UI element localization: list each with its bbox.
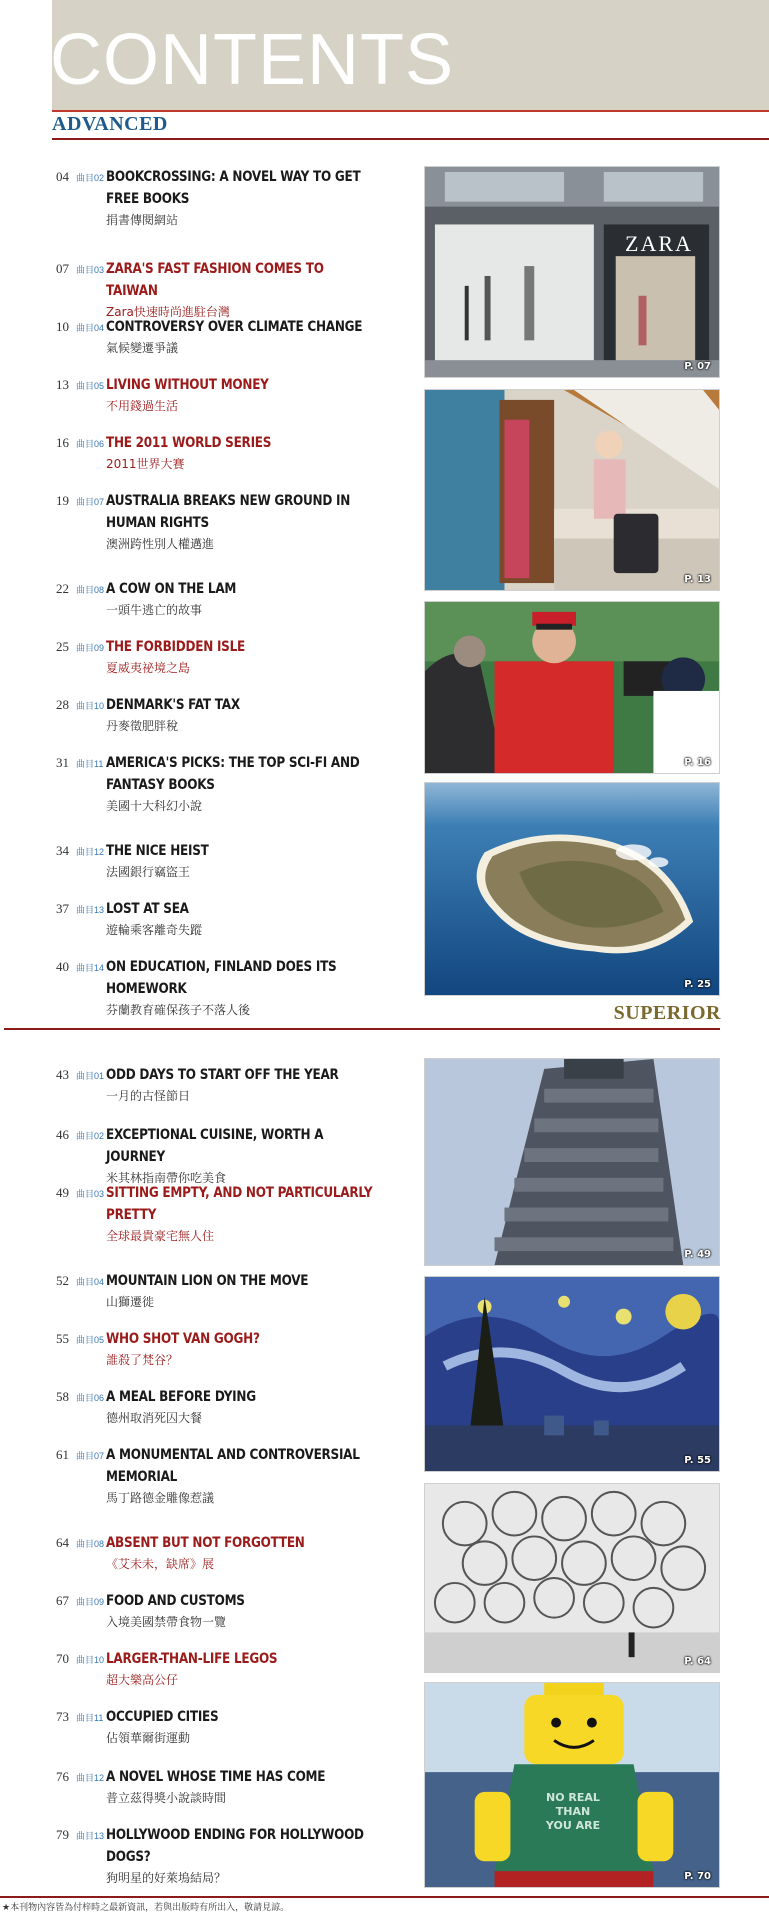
- toc-entry[interactable]: [56, 1328, 416, 1370]
- toc-entry[interactable]: [56, 1064, 416, 1106]
- article-title: SITTING EMPTY, AND NOT PARTICULARLY PRETTY: [106, 1185, 373, 1223]
- page-tag: P. 49: [684, 1249, 711, 1260]
- article-subtitle: 《艾未未，缺席》展: [106, 1557, 215, 1571]
- article-subtitle: 馬丁路德金雕像惹議: [106, 1491, 215, 1505]
- toc-entry-heading: [56, 316, 416, 338]
- article-title: THE 2011 WORLD SERIES: [106, 435, 272, 451]
- toc-entry[interactable]: [56, 578, 416, 620]
- toc-entry-heading: [56, 752, 416, 796]
- toc-entry[interactable]: [56, 1648, 416, 1690]
- article-subtitle: Zara快速時尚進駐台灣: [106, 305, 230, 319]
- toc-entry-heading: [56, 898, 416, 920]
- track-number: 曲目09: [76, 1597, 105, 1607]
- track-number: 曲目06: [76, 439, 105, 449]
- toc-entry-heading: [56, 1648, 416, 1670]
- toc-entry[interactable]: [56, 374, 416, 416]
- track-number: 曲目06: [76, 1393, 105, 1403]
- toc-entry[interactable]: [56, 1590, 416, 1632]
- toc-entry-heading: [56, 1124, 416, 1168]
- toc-entry-heading: [56, 1444, 416, 1488]
- track-number: 曲目02: [76, 173, 105, 183]
- article-title: ON EDUCATION, FINLAND DOES ITS HOMEWORK: [106, 959, 337, 997]
- footer-divider: [0, 1896, 769, 1898]
- article-title: LARGER-THAN-LIFE LEGOS: [106, 1651, 278, 1667]
- page-number: 04: [56, 169, 69, 184]
- toc-entry[interactable]: [56, 166, 416, 230]
- page-number: 52: [56, 1273, 69, 1288]
- article-title: ZARA'S FAST FASHION COMES TO TAIWAN: [106, 261, 324, 299]
- article-title: OCCUPIED CITIES: [106, 1709, 219, 1725]
- article-title: FOOD AND CUSTOMS: [106, 1593, 245, 1609]
- header-divider: [52, 110, 769, 112]
- photo-zara-store: [424, 166, 720, 378]
- article-title: EXCEPTIONAL CUISINE, WORTH A JOURNEY: [106, 1127, 324, 1165]
- article-subtitle: 一頭牛逃亡的故事: [106, 603, 203, 617]
- page-number: 25: [56, 639, 69, 654]
- article-title: BOOKCROSSING: A NOVEL WAY TO GET FREE BOOKS: [106, 169, 361, 207]
- toc-entry-heading: [56, 1532, 416, 1554]
- toc-entry[interactable]: [56, 1706, 416, 1748]
- toc-entry-heading: [56, 374, 416, 396]
- toc-entry[interactable]: [56, 636, 416, 678]
- article-title: HOLLYWOOD ENDING FOR HOLLYWOOD DOGS?: [106, 1827, 364, 1865]
- page-number: 70: [56, 1651, 69, 1666]
- page-number: 43: [56, 1067, 69, 1082]
- toc-entry-heading: [56, 1706, 416, 1728]
- lego-shirt-line: THAN: [555, 1805, 591, 1818]
- lego-shirt-line: YOU ARE: [545, 1819, 601, 1832]
- article-subtitle: 遊輪乘客離奇失蹤: [106, 923, 203, 937]
- toc-entry-heading: [56, 490, 416, 534]
- article-subtitle: 佔領華爾街運動: [106, 1731, 191, 1745]
- superior-divider: [4, 1028, 720, 1030]
- photo-van-gogh: [424, 1276, 720, 1472]
- article-subtitle: 美國十大科幻小說: [106, 799, 203, 813]
- article-title: LOST AT SEA: [106, 901, 189, 917]
- track-number: 曲目02: [76, 1131, 105, 1141]
- page-title: CONTENTS: [50, 20, 454, 100]
- footer-note: ★本刊物內容皆為付梓時之最新資訊，若與出版時有所出入，敬請見諒。: [2, 1903, 290, 1913]
- page-number: 34: [56, 843, 69, 858]
- track-number: 曲目12: [76, 1773, 105, 1783]
- article-subtitle: 狗明星的好萊塢結局？: [106, 1871, 227, 1885]
- article-title: THE NICE HEIST: [106, 843, 209, 859]
- toc-entry-heading: [56, 258, 416, 302]
- track-number: 曲目07: [76, 497, 105, 507]
- page-tag: P. 55: [684, 1455, 711, 1466]
- article-subtitle: 米其林指南帶你吃美食: [106, 1171, 227, 1185]
- photo-forbidden-isle: [424, 782, 720, 996]
- article-title: LIVING WITHOUT MONEY: [106, 377, 269, 393]
- toc-entry-heading: [56, 840, 416, 862]
- toc-entry[interactable]: [56, 1532, 416, 1574]
- toc-entry[interactable]: [56, 1182, 416, 1246]
- article-title: THE FORBIDDEN ISLE: [106, 639, 245, 655]
- article-subtitle: 全球最貴豪宅無人住: [106, 1229, 215, 1243]
- toc-entry[interactable]: [56, 1386, 416, 1428]
- track-number: 曲目07: [76, 1451, 105, 1461]
- toc-entry[interactable]: [56, 694, 416, 736]
- page-tag: P. 70: [684, 1871, 711, 1882]
- page-number: 64: [56, 1535, 69, 1550]
- article-subtitle: 超大樂高公仔: [106, 1673, 179, 1687]
- toc-entry-heading: [56, 1766, 416, 1788]
- page-number: 55: [56, 1331, 69, 1346]
- toc-entry-heading: [56, 694, 416, 716]
- page-number: 10: [56, 319, 69, 334]
- photo-lego-giant: [424, 1682, 720, 1888]
- page-number: 28: [56, 697, 69, 712]
- photo-mansion: [424, 1058, 720, 1266]
- page-number: 37: [56, 901, 69, 916]
- photo-living-without-money: [424, 389, 720, 591]
- toc-entry-heading: [56, 1824, 416, 1868]
- zara-sign: ZARA: [625, 231, 693, 256]
- article-subtitle: 澳洲跨性別人權邁進: [106, 537, 215, 551]
- article-subtitle: 德州取消死囚大餐: [106, 1411, 203, 1425]
- page-number: 76: [56, 1769, 69, 1784]
- page-tag: P. 07: [684, 361, 711, 372]
- section-label-superior: SUPERIOR: [613, 1002, 721, 1024]
- track-number: 曲目05: [76, 1335, 105, 1345]
- toc-entry-heading: [56, 956, 416, 1000]
- article-title: WHO SHOT VAN GOGH?: [106, 1331, 260, 1347]
- article-subtitle: 一月的古怪節日: [106, 1089, 191, 1103]
- toc-entry-heading: [56, 166, 416, 210]
- article-title: DENMARK'S FAT TAX: [106, 697, 240, 713]
- toc-entry[interactable]: [56, 1766, 416, 1808]
- toc-entry-heading: [56, 1590, 416, 1612]
- toc-entry[interactable]: [56, 1270, 416, 1312]
- page-number: 67: [56, 1593, 69, 1608]
- article-subtitle: 捐書傳閱網站: [106, 213, 179, 227]
- toc-entry[interactable]: [56, 1124, 416, 1188]
- page-number: 19: [56, 493, 69, 508]
- track-number: 曲目13: [76, 1831, 105, 1841]
- toc-entry[interactable]: [56, 898, 416, 940]
- toc-entry[interactable]: [56, 432, 416, 474]
- page-number: 40: [56, 959, 69, 974]
- track-number: 曲目09: [76, 643, 105, 653]
- article-subtitle: 氣候變遷爭議: [106, 341, 179, 355]
- toc-entry[interactable]: [56, 840, 416, 882]
- page-number: 13: [56, 377, 69, 392]
- toc-entry[interactable]: [56, 752, 416, 816]
- article-subtitle: 入境美國禁帶食物一覽: [106, 1615, 227, 1629]
- article-title: AUSTRALIA BREAKS NEW GROUND IN HUMAN RIGHTS: [106, 493, 351, 531]
- advanced-divider: [52, 138, 769, 140]
- toc-entry-heading: [56, 578, 416, 600]
- track-number: 曲目03: [76, 1189, 105, 1199]
- track-number: 曲目11: [76, 1713, 104, 1723]
- track-number: 曲目10: [76, 1655, 105, 1665]
- article-subtitle: 不用錢過生活: [106, 399, 179, 413]
- page-number: 58: [56, 1389, 69, 1404]
- photo-world-series: [424, 601, 720, 774]
- toc-entry[interactable]: [56, 1444, 416, 1508]
- page-number: 49: [56, 1185, 69, 1200]
- track-number: 曲目14: [76, 963, 105, 973]
- track-number: 曲目12: [76, 847, 105, 857]
- lego-shirt-line: NO REAL: [546, 1791, 600, 1804]
- track-number: 曲目11: [76, 759, 104, 769]
- toc-entry[interactable]: [56, 956, 416, 1020]
- page-tag: P. 13: [684, 574, 711, 585]
- article-subtitle: 普立茲得獎小說談時間: [106, 1791, 227, 1805]
- photo-ai-weiwei-bikes: [424, 1483, 720, 1673]
- article-title: MOUNTAIN LION ON THE MOVE: [106, 1273, 309, 1289]
- lego-shirt-text: [425, 1791, 720, 1833]
- track-number: 曲目01: [76, 1071, 105, 1081]
- article-subtitle: 2011世界大賽: [106, 457, 185, 471]
- toc-entry-heading: [56, 1328, 416, 1350]
- toc-entry[interactable]: [56, 1824, 416, 1888]
- article-subtitle: 夏威夷祕境之島: [106, 661, 191, 675]
- track-number: 曲目03: [76, 265, 105, 275]
- toc-entry-heading: [56, 636, 416, 658]
- article-title: A NOVEL WHOSE TIME HAS COME: [106, 1769, 326, 1785]
- toc-entry[interactable]: [56, 316, 416, 358]
- article-title: A COW ON THE LAM: [106, 581, 237, 597]
- toc-entry[interactable]: [56, 258, 416, 322]
- article-subtitle: 丹麥徵肥胖稅: [106, 719, 179, 733]
- article-subtitle: 誰殺了梵谷？: [106, 1353, 179, 1367]
- page-tag: P. 64: [684, 1656, 711, 1667]
- page-number: 31: [56, 755, 69, 770]
- toc-entry-heading: [56, 432, 416, 454]
- article-title: CONTROVERSY OVER CLIMATE CHANGE: [106, 319, 363, 335]
- toc-entry-heading: [56, 1386, 416, 1408]
- track-number: 曲目08: [76, 585, 105, 595]
- page-number: 79: [56, 1827, 69, 1842]
- page-number: 16: [56, 435, 69, 450]
- page-number: 61: [56, 1447, 69, 1462]
- track-number: 曲目05: [76, 381, 105, 391]
- article-title: A MEAL BEFORE DYING: [106, 1389, 256, 1405]
- page-number: 07: [56, 261, 69, 276]
- page-number: 73: [56, 1709, 69, 1724]
- section-label-advanced: ADVANCED: [52, 113, 168, 135]
- article-title: AMERICA'S PICKS: THE TOP SCI-FI AND FANTASY BOOKS: [106, 755, 360, 793]
- track-number: 曲目13: [76, 905, 105, 915]
- track-number: 曲目10: [76, 701, 105, 711]
- toc-entry[interactable]: [56, 490, 416, 554]
- page-tag: P. 25: [684, 979, 711, 990]
- article-title: A MONUMENTAL AND CONTROVERSIAL MEMORIAL: [106, 1447, 360, 1485]
- article-title: ODD DAYS TO START OFF THE YEAR: [106, 1067, 339, 1083]
- track-number: 曲目04: [76, 1277, 105, 1287]
- toc-entry-heading: [56, 1182, 416, 1226]
- page-number: 46: [56, 1127, 69, 1142]
- track-number: 曲目08: [76, 1539, 105, 1549]
- toc-entry-heading: [56, 1270, 416, 1292]
- track-number: 曲目04: [76, 323, 105, 333]
- article-subtitle: 山獅遷徙: [106, 1295, 155, 1309]
- article-subtitle: 法國銀行竊盜王: [106, 865, 191, 879]
- article-subtitle: 芬蘭教育確保孩子不落人後: [106, 1003, 251, 1017]
- article-title: ABSENT BUT NOT FORGOTTEN: [106, 1535, 305, 1551]
- page-tag: P. 16: [684, 757, 711, 768]
- toc-entry-heading: [56, 1064, 416, 1086]
- page-number: 22: [56, 581, 69, 596]
